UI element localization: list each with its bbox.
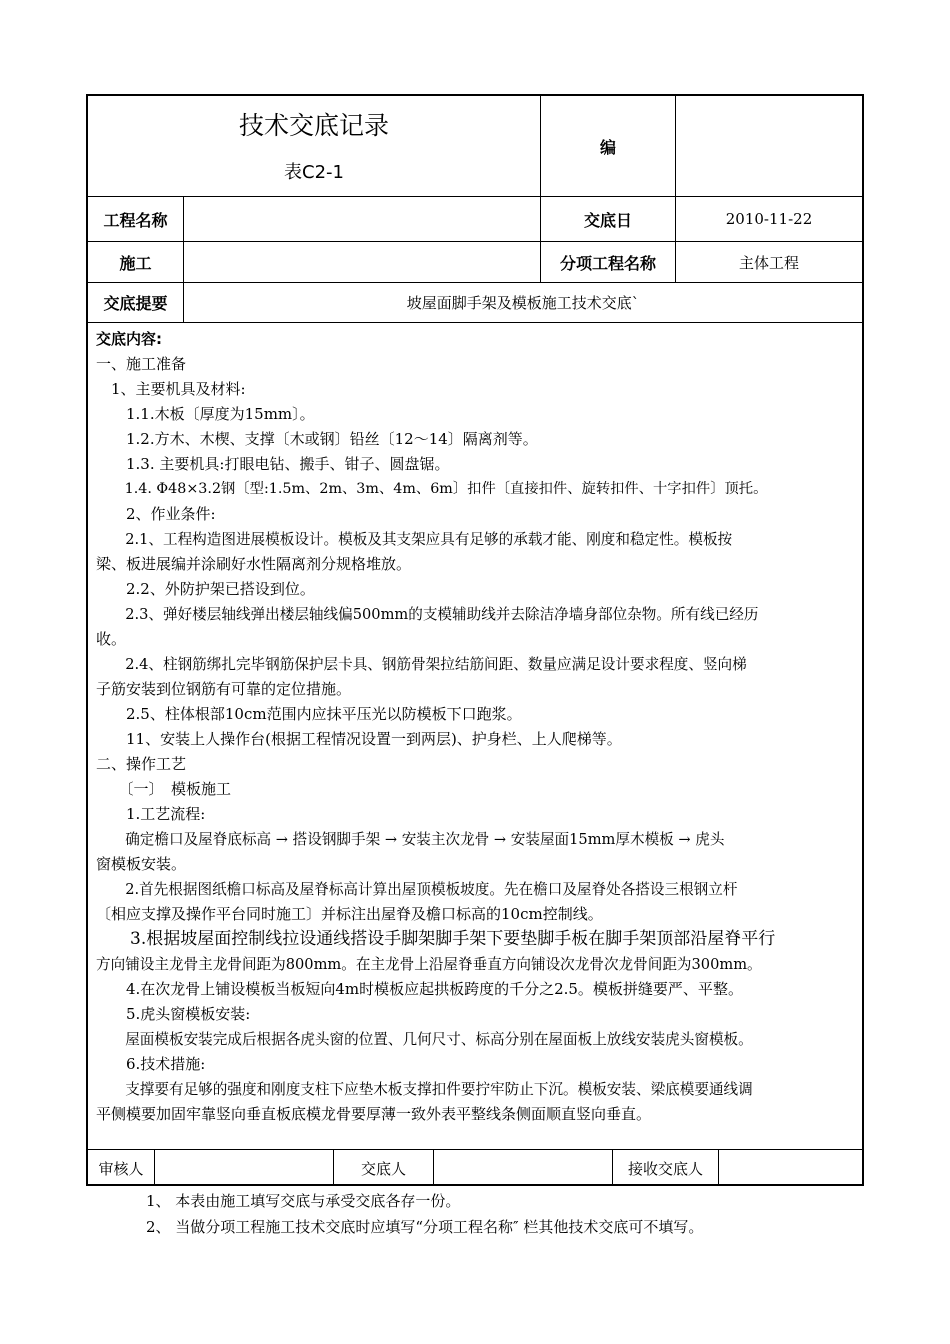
date-value[interactable]: 2010-11-22: [725, 210, 813, 228]
subproject-value[interactable]: 主体工程: [738, 253, 799, 272]
note-line: 2、 当做分项工程施工技术交底时应填写“分项工程名称″ 栏其他技术交底可不填写。: [146, 1218, 704, 1236]
reviewer-label: 审核人: [98, 1159, 144, 1178]
content-line: 窗模板安装。: [96, 855, 187, 873]
content-line: 3.根据坡屋面控制线拉设通线搭设手脚架脚手架下要垫脚手板在脚手架顶部沿屋脊平行: [96, 929, 776, 949]
content-line: 1.3. 主要机具:打眼电钻、搬手、钳子、圆盘锯。: [96, 455, 450, 473]
content-line: 5.虎头窗模板安装:: [96, 1005, 251, 1023]
summary-value[interactable]: 坡屋面脚手架及模板施工技术交底`: [406, 294, 640, 312]
construction-value[interactable]: [184, 242, 540, 282]
content-line: 收。: [96, 630, 127, 648]
discloser-value[interactable]: [434, 1150, 612, 1186]
content-line: 交底内容:: [96, 330, 162, 348]
content-line: 2.3、弹好楼层轴线弹出楼层轴线偏500mm的支模辅助线并去除洁净墙身部位杂物。所有线已经历: [96, 606, 759, 623]
bian-label: 编: [599, 137, 616, 157]
content-line: 2.2、外防护架已搭设到位。: [96, 580, 315, 598]
technical-disclosure-form: [86, 94, 864, 1186]
content-line: 屋面模板安装完成后根据各虎头窗的位置、几何尺寸、标高分别在屋面板上放线安装虎头窗模板。: [96, 1031, 753, 1048]
content-line: 4.在次龙骨上铺设模板当板短向4m时模板应起拱板跨度的千分之2.5。模板拼缝要严、平整。: [96, 980, 743, 998]
content-line: 2、作业条件:: [96, 505, 216, 523]
summary-label: 交底提要: [103, 294, 168, 313]
content-line: 1.4. Φ48×3.2钢〔型:1.5m、2m、3m、4m、6m〕扣件〔直接扣件、旋转扣件、十字扣件〕顶托。: [96, 481, 768, 497]
content-line: 11、安装上人操作台(根据工程情况设置一到两层)、护身栏、上人爬梯等。: [96, 730, 622, 748]
content-line: 2.5、柱体根部10cm范围内应抹平压光以防模板下口跑浆。: [96, 705, 522, 723]
form-number: 表C2-1: [284, 162, 344, 183]
content-line: 〔相应支撑及操作平台同时施工〕并标注出屋脊及檐口标高的10cm控制线。: [96, 905, 603, 923]
disclosure-content: [96, 327, 860, 1127]
content-line: 确定檐口及屋脊底标高 → 搭设钢脚手架 → 安装主次龙骨 → 安装屋面15mm厚木模板 → 虎头: [96, 831, 725, 848]
date-label: 交底日: [583, 210, 632, 230]
content-line: 1.1.木板〔厚度为15mm〕。: [96, 405, 315, 423]
content-line: 方向铺设主龙骨主龙骨间距为800mm。在主龙骨上沿屋脊垂直方向铺设次龙骨次龙骨间距为300mm。: [96, 956, 762, 973]
content-line: 梁、板进展编并涂刷好水性隔离剂分规格堆放。: [96, 555, 412, 573]
project-name-label: 工程名称: [103, 210, 168, 230]
form-title: 技术交底记录: [238, 111, 389, 140]
content-line: 二、操作工艺: [96, 755, 187, 773]
subproject-label: 分项工程名称: [559, 253, 656, 273]
row-divider: [88, 322, 862, 323]
construction-label: 施工: [119, 253, 152, 273]
bian-value[interactable]: [676, 96, 862, 196]
content-line: 一、施工准备: [96, 355, 187, 373]
reviewer-value[interactable]: [155, 1150, 333, 1186]
content-line: 2.首先根据图纸檐口标高及屋脊标高计算出屋顶模板坡度。先在檐口及屋脊处各搭设三根钢立杆: [96, 881, 738, 898]
content-line: 1.工艺流程:: [96, 805, 206, 823]
content-line: 6.技术措施:: [96, 1055, 206, 1073]
project-name-value[interactable]: [184, 197, 540, 241]
form-notes: [146, 1188, 703, 1240]
discloser-label: 交底人: [360, 1159, 406, 1178]
note-line: 1、 本表由施工填写交底与承受交底各存一份。: [146, 1192, 461, 1210]
content-line: 2.1、工程构造图进展模板设计。模板及其支架应具有足够的承载才能、刚度和稳定性。模板按: [96, 531, 733, 548]
receiver-label: 接收交底人: [627, 1159, 703, 1178]
content-line: 2.4、柱钢筋绑扎完毕钢筋保护层卡具、钢筋骨架拉结筋间距、数量应满足设计要求程度、竖向梯: [96, 656, 747, 673]
content-line: 支撑要有足够的强度和刚度支柱下应垫木板支撑扣件要拧牢防止下沉。模板安装、梁底模要通线调: [96, 1081, 753, 1098]
content-line: 子筋安装到位钢筋有可靠的定位措施。: [96, 680, 352, 698]
content-line: 1.2.方木、木楔、支撑〔木或钢〕铅丝〔12～14〕隔离剂等。: [96, 430, 538, 448]
content-line: 〔一〕 模板施工: [96, 780, 232, 798]
content-line: 平侧模要加固牢靠竖向垂直板底模龙骨要厚薄一致外表平整线条侧面顺直竖向垂直。: [96, 1105, 652, 1123]
receiver-value[interactable]: [719, 1150, 862, 1186]
content-line: 1、主要机具及材料:: [96, 380, 246, 398]
